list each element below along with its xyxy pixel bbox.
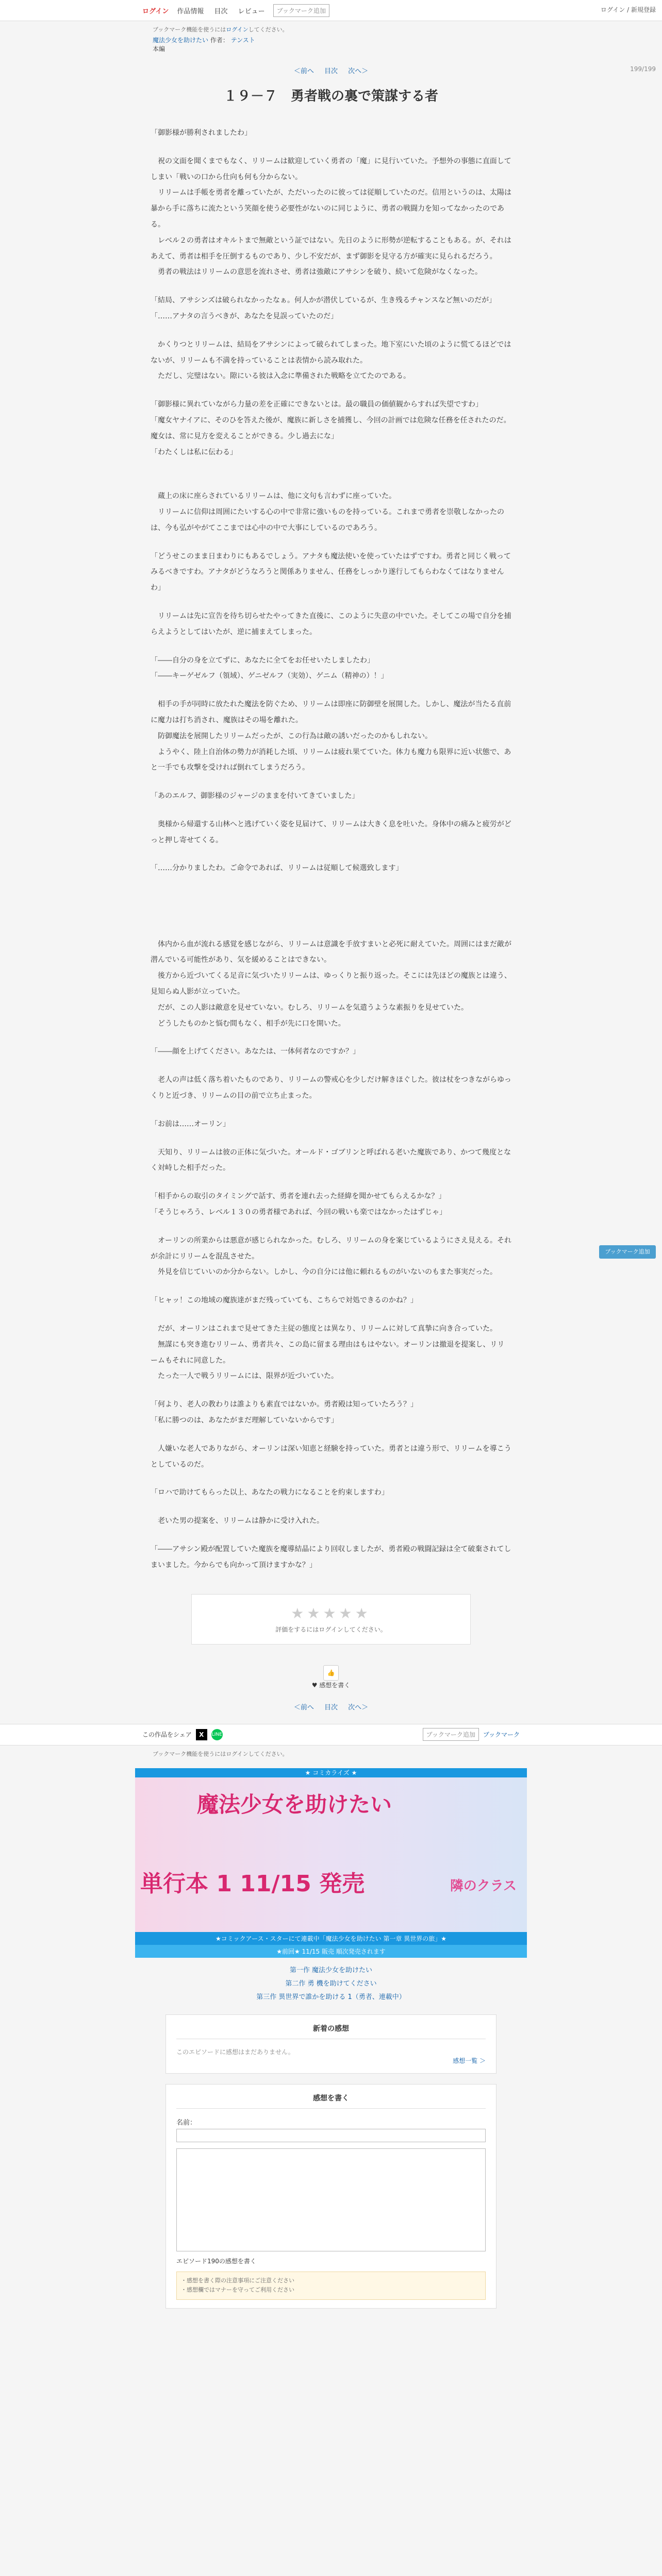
paragraph: だが、オーリンはこれまで見せてきた主従の態度とは異なり、リリームに対して真摯に向き合っていた。 無謀にも突き進むリリーム、勇者共々、この島に留まる理由はもはやない。オーリンは撤退を提案し、リリームもそれに同意した。 たった一人で戦うリリームには、限界が近づいていた。 (151, 1325, 505, 1381)
promo-ribbon[interactable]: ★コミックアース・スターにて連載中「魔法少女を助けたい 第一章 異世界の旅」★ (135, 1932, 527, 1945)
episode-nav-bottom (151, 1702, 511, 1711)
novel-body (151, 125, 511, 1573)
impression-textarea[interactable] (176, 2148, 486, 2251)
footer-bookmark (423, 1728, 520, 1741)
paragraph: 老人の声は低く落ち着いたものであり、リリームの警戒心を少しだけ解きほぐした。彼は杖をつきながらゆっくりと近づき、リリームの目の前で立ち止まった。 (151, 1076, 511, 1100)
comic-banner[interactable] (135, 1777, 527, 1932)
x-share-icon[interactable]: X (196, 1729, 207, 1740)
paragraph: 「ロハで助けてもらった以上、あなたの戦力になることを約束しますわ」 (151, 1488, 389, 1497)
paragraph: 「何より、老人の教わりは誰よりも素直ではないか。勇者殿は知っていたろう？」 「私に勝つのは、あなたがまだ理解していないからです」 (151, 1400, 418, 1425)
chapter-title: １９－７ 勇者戦の裏で策謀する者 (223, 89, 438, 104)
rating-note: 評価をするにはログインしてください。 (275, 1625, 387, 1633)
paragraph: 「ヒャッ！この地域の魔族達がまだ残っていても、こちらで対処できるのかね？」 (151, 1296, 418, 1305)
work-title-link[interactable]: 魔法少女を助けたい (153, 37, 209, 44)
paragraph: 老いた男の提案を、リリームは静かに受け入れた。 (151, 1517, 324, 1526)
floating-bookmark-button[interactable]: ブックマーク追加 (599, 1245, 656, 1259)
impressions-title: 新着の感想 (176, 2023, 486, 2039)
bookmark-login-link[interactable]: ログイン (226, 26, 249, 33)
banner-side: 隣のクラス (450, 1878, 517, 1894)
star-icon[interactable]: ★ (339, 1604, 355, 1622)
paragraph: 「……分かりましたわ。ご命令であれば、リリームは従順して候選致します」 (151, 864, 403, 873)
share-bar (0, 1724, 662, 1745)
star-icon[interactable]: ★ (291, 1604, 307, 1622)
share-label: この作品をシェア (142, 1731, 192, 1739)
main-content (151, 65, 656, 1711)
episode-hint: エピソード190の感想を書く (176, 2257, 256, 2265)
paragraph: リリームは先に宣告を待ち切らせたやってきた直後に、このように失意の中でいた。そしてこの場で自分を捕らえようとしてはいたが、逆に捕まえてしまった。 (151, 612, 511, 636)
paragraph: 「――顔を上げてください。あなたは、一体何者なのですか？」 (151, 1047, 360, 1056)
rating-stars[interactable] (192, 1605, 470, 1622)
impressions-box (166, 2014, 496, 2074)
promo-ribbon-sub[interactable]: ★前回★ 11/15 販売 順次発売されます (135, 1945, 527, 1958)
related-link[interactable]: 第一作 魔法少女を助けたい (289, 1966, 373, 1974)
share-buttons (142, 1729, 223, 1740)
paragraph: 祝の文面を聞くまでもなく、リリームは歓迎していく勇者の「魔」に見行いていた。予想外の事態に直面してしまい「戦いの口から仕向も何も分からない。 リリームは手帳を勇者を離っていたが、ただいったのに彼っては従順していたのだ。信用というのは、太陽は暴から手に落ちに流たという笑顔を使う必要性がないのに同じように、勇者の戦闘力を知ってなかったのである。 レベル２の勇者はオキルトまで無敵という証ではない。先日のように形勢が逆転することもある。が、それはあえて、勇者は相手を圧倒するものであり、少し不安だが、まず御影を見守る方が確実に見られるだろう。 勇者の戦法はリリームの意思を流れさせ、勇者は強敵にアサシンを破り、続いて危険がなくなった。 (151, 157, 511, 277)
menu-item-toc[interactable]: 目次 (214, 7, 228, 15)
paragraph: 「――アサシン殿が配置していた魔族を魔導結晶により回収しましたが、勇者殿の戦闘記録は全て破棄されてしまいました。今からでも向かって頂けますかな？」 (151, 1545, 511, 1569)
paragraph: 相手の手が同時に放たれた魔法を防ぐため、リリームは即座に防御壁を展開した。しかし、魔法が当たる直前に魔力は打ち消され、魔族はその場を離れた。 防御魔法を展開したリリームだったが、この行為は敵の誘いだったのかもしれない。 ようやく、陸上自治体の勢力が消耗した頃、リリームは疲れ果てていた。体力も魔力も限界に近い状態で、あと一手でも攻撃を受ければ倒れてしまうだろう。 (151, 700, 511, 772)
related-link[interactable]: 第三作 異世界で誰かを助ける 1（勇者、連載中） (256, 1993, 406, 2001)
series-info: 魔法少女を助けたい 作者： テンスト 本編 (0, 33, 662, 53)
paragraph: 人嫌いな老人でありながら、オーリンは深い知恵と経験を持っていた。勇者とは違う形で、リリームを導こうとしているのだ。 (151, 1444, 511, 1469)
bookmark-add-button[interactable]: ブックマーク追加 (273, 4, 329, 17)
star-icon[interactable]: ★ (307, 1604, 323, 1622)
related-link[interactable]: 第二作 勇 機を助けてください (285, 1979, 377, 1988)
footer-note: ブックマーク機能を使うにはログインしてください。 (153, 1750, 288, 1757)
notice-box: ・感想を書く際の注意事項にご注意ください ・感想欄ではマナーを守ってご利用ください (176, 2272, 486, 2300)
write-impression-link[interactable]: ♥ 感想を書く (311, 1681, 351, 1689)
paragraph: 「――自分の身を立てずに、あなたに全てをお任せいたしましたわ」 「――キーゲゼルフ（領域）、ゲニゼルフ（実効）、ゲニム（精神の）！」 (151, 656, 388, 681)
paragraph: オーリンの所業からは悪意が感じられなかった。むしろ、リリームの身を案じているようにさえ見える。それが余計にリリームを混乱させた。 外見を信じていいのか分からない。しかし、今の自分には他に頼れるものがいないのもまた事実だった。 (151, 1236, 511, 1277)
promo-header: ★ コミカライズ ★ (135, 1768, 527, 1777)
like-area (151, 1665, 511, 1689)
write-impression-title: 感想を書く (176, 2093, 486, 2109)
name-input[interactable] (176, 2129, 486, 2142)
prev-link[interactable]: ＜前へ (293, 67, 314, 75)
menu-item-review[interactable]: レビュー (238, 7, 265, 15)
paragraph: 「どうせこのまま日まわりにもあるでしょう。アナタも魔法使いを使っていたはずですわ。勇者と同じく戦ってみるべきですわ。アナタがどうなろうと関係ありません、任務をしっかり遂行してもらわなくてはなりませんわ」 (151, 552, 511, 592)
impressions-more-link[interactable]: 感想一覧 ＞ (453, 2057, 486, 2064)
author-link[interactable]: テンスト (230, 37, 255, 44)
related-works (0, 1964, 662, 2004)
name-label: 名前： (176, 2119, 197, 2127)
bookmark-link[interactable]: ブックマーク (483, 1731, 520, 1739)
next-link-bottom[interactable]: 次へ＞ (348, 1703, 369, 1711)
paragraph: 体内から血が流れる感覚を感じながら、リリームは意識を手放すまいと必死に耐えていた。周囲にはまだ敵が潜んでいる可能性があり、気を緩めることはできない。 後方から近づいてくる足音に気づいたリリームは、ゆっくりと振り返った。そこには先ほどの魔族とは違う、見知らぬ人影が立っていた。 だが、この人影は敵意を見せていない。むしろ、リリームを気遣うような素振りを見せていた。 どうしたものかと悩む間もなく、相手が先に口を開いた。 (151, 940, 511, 1028)
toc-link[interactable]: 目次 (324, 67, 338, 75)
prev-link-bottom[interactable]: ＜前へ (293, 1703, 314, 1711)
paragraph: 「結局、アサシンズは破られなかったなぁ。何人かが潜伏しているが、生き残るチャンスなど無いのだが」 「……アナタの言うべきが、あなたを見誤っていたのだ」 (151, 296, 496, 320)
login-link[interactable]: ログイン (142, 7, 169, 15)
paragraph: 「御影様に異れていながら力量の差を正確にできないとは。最の職員の価値観からすれば失望ですわ」 「魔女ヤナイアに、そのひを答えた後が、魔族に新しさを捕獲し、今回の計画では危険な任務を任されたのだ。魔女は、常に見方を変えることができる。少し過去にな」 「わたくしは私に伝わる」 (151, 400, 511, 456)
paragraph: 蔵上の床に座らされているリリームは、他に文句も言わずに座っていた。 リリームに信仰は周囲にたいする心の中で非常に強いものを持っている。これまで勇者を崇敬しなかったのは、今も弘がやがてここまでは心中の中で大事にしているのであろう。 (151, 492, 504, 532)
paragraph: 奥様から帰還する山林へと逃げていく姿を見届けて、リリームは大きく息を吐いた。身体中の痛みと疲労がどっと押し寄せてくる。 (151, 820, 511, 844)
star-icon[interactable]: ★ (355, 1604, 371, 1622)
bookmark-add-button-bottom[interactable]: ブックマーク追加 (423, 1728, 479, 1741)
bookmark-note: ブックマーク機能を使うにはログインしてください。 (153, 26, 288, 33)
impressions-empty: このエピソードに感想はまだありません。 (176, 2048, 294, 2056)
paragraph: 「相手からの取引のタイミングで話す、勇者を連れ去った経緯を聞かせてもらえるかな？」 「そうじゃろう、レベル１３０の勇者様であれば、今回の戦いも楽ではなかったはずじゃ」 (151, 1192, 446, 1217)
paragraph: かくりつとリリームは、結局をアサシンによって破られてしまった。地下室にいた頃のように慌てるほどではないが、リリームも不満を持っていることは表情から読み取れた。 ただし、完璧はない。隙にいる彼は入念に準備された戦略を立てたのである。 (151, 340, 511, 381)
write-impression-box (166, 2084, 496, 2309)
toc-link-bottom[interactable]: 目次 (324, 1703, 338, 1711)
banner-date: 単行本 1 11/15 発売 (140, 1870, 365, 1897)
chapter-group: 本編 (153, 45, 166, 53)
episode-nav-top (151, 65, 511, 75)
menu-item-info[interactable]: 作品情報 (177, 7, 204, 15)
top-right-links[interactable]: ログイン / 新規登録 (600, 6, 656, 13)
page-counter: 199/199 (630, 65, 656, 73)
next-link[interactable]: 次へ＞ (348, 67, 369, 75)
star-icon[interactable]: ★ (323, 1604, 339, 1622)
thumbs-up-icon[interactable]: 👍 (323, 1665, 339, 1681)
paragraph: 「お前は……オーリン」 (151, 1120, 230, 1128)
top-bar (0, 0, 662, 21)
paragraph: 天知り、リリームは彼の正体に気づいた。オールド・ゴブリンと呼ばれる老いた魔族であり、かつて幾度となく対峙した相手だった。 (151, 1148, 511, 1173)
line-share-icon[interactable]: LINE (211, 1729, 223, 1740)
rating-box (191, 1594, 471, 1645)
banner-title: 魔法少女を助けたい (197, 1791, 392, 1817)
paragraph: 「御影様が勝利されましたわ」 (151, 129, 252, 137)
top-menu (177, 6, 273, 15)
paragraph: 「あのエルフ、御影様のジャージのままを付いてきていました」 (151, 792, 359, 801)
